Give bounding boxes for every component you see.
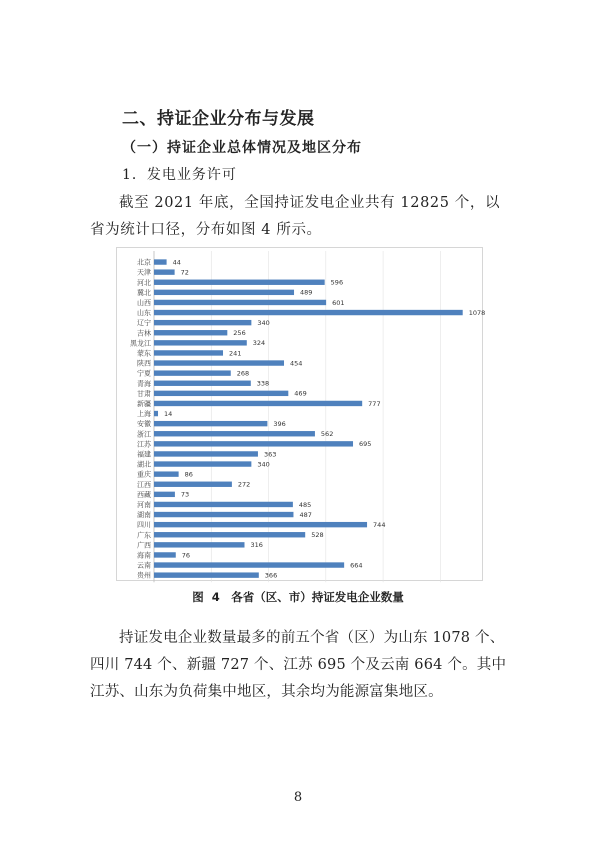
data-label: 272 bbox=[237, 480, 251, 489]
bar bbox=[154, 330, 227, 335]
data-label: 1078 bbox=[468, 308, 486, 317]
data-label: 485 bbox=[298, 500, 312, 509]
category-label: 甘肃 bbox=[137, 389, 151, 398]
bar bbox=[154, 421, 267, 426]
bar bbox=[154, 431, 315, 436]
category-label: 四川 bbox=[137, 521, 151, 530]
data-label: 76 bbox=[181, 551, 191, 560]
bar bbox=[154, 310, 463, 315]
data-label: 316 bbox=[250, 541, 263, 550]
bar bbox=[154, 502, 293, 507]
category-label: 吉林 bbox=[137, 329, 151, 338]
category-label: 重庆 bbox=[137, 470, 151, 479]
category-label: 青海 bbox=[137, 379, 151, 388]
data-label: 528 bbox=[311, 531, 324, 540]
category-label: 山西 bbox=[137, 298, 151, 307]
category-label: 广东 bbox=[137, 531, 151, 540]
bar bbox=[154, 340, 247, 345]
category-label: 河北 bbox=[137, 278, 151, 287]
data-label: 489 bbox=[300, 288, 313, 297]
bar bbox=[154, 350, 223, 355]
data-label: 340 bbox=[257, 460, 270, 469]
bar bbox=[154, 542, 244, 547]
category-label: 黑龙江 bbox=[130, 339, 151, 348]
bar bbox=[154, 259, 167, 264]
data-label: 695 bbox=[359, 440, 372, 449]
data-label: 72 bbox=[180, 268, 189, 277]
data-label: 338 bbox=[256, 379, 270, 388]
data-label: 366 bbox=[264, 571, 278, 580]
data-label: 86 bbox=[184, 470, 193, 479]
bar bbox=[154, 512, 293, 517]
province-bar-chart bbox=[116, 247, 486, 581]
bar bbox=[154, 441, 353, 446]
bar bbox=[154, 532, 305, 537]
category-label: 蒙东 bbox=[137, 349, 151, 358]
data-label: 396 bbox=[273, 419, 286, 428]
data-label: 324 bbox=[252, 339, 266, 348]
data-label: 363 bbox=[263, 450, 277, 459]
category-label: 湖南 bbox=[137, 511, 151, 520]
category-label: 上海 bbox=[137, 410, 151, 419]
data-label: 73 bbox=[180, 490, 190, 499]
category-label: 河南 bbox=[137, 500, 151, 509]
bar bbox=[154, 280, 325, 285]
data-label: 744 bbox=[373, 520, 386, 529]
data-label: 596 bbox=[330, 278, 344, 287]
bar bbox=[154, 411, 158, 416]
figure-caption: 图 4 各省（区、市）持证发电企业数量 bbox=[192, 590, 404, 604]
category-label: 宁夏 bbox=[137, 369, 151, 378]
bar bbox=[154, 269, 175, 274]
bar bbox=[154, 320, 251, 325]
item-heading: 1．发电业务许可 bbox=[122, 167, 237, 183]
data-label: 777 bbox=[368, 399, 381, 408]
bar bbox=[154, 360, 284, 365]
bar bbox=[154, 401, 362, 406]
category-label: 江西 bbox=[137, 480, 151, 489]
section-heading: 二、持证企业分布与发展 bbox=[122, 109, 315, 129]
bar bbox=[154, 391, 288, 396]
data-label: 487 bbox=[299, 510, 312, 519]
category-label: 山东 bbox=[137, 309, 151, 318]
bar bbox=[154, 572, 259, 577]
subsection-heading: （一）持证企业总体情况及地区分布 bbox=[122, 140, 362, 156]
bar bbox=[154, 461, 251, 466]
data-label: 601 bbox=[332, 298, 345, 307]
bar bbox=[154, 552, 176, 557]
bar bbox=[154, 471, 179, 476]
category-label: 新疆 bbox=[137, 399, 151, 408]
data-label: 562 bbox=[320, 430, 334, 439]
bar bbox=[154, 451, 258, 456]
data-label: 268 bbox=[236, 369, 250, 378]
data-label: 14 bbox=[164, 409, 173, 418]
chart-svg bbox=[117, 248, 486, 580]
category-label: 贵州 bbox=[137, 571, 151, 580]
page-number: 8 bbox=[293, 790, 303, 805]
category-label: 广西 bbox=[137, 541, 151, 550]
category-label: 江苏 bbox=[137, 440, 151, 449]
category-label: 云南 bbox=[137, 561, 151, 570]
intro-paragraph: 截至 2021 年底，全国持证发电企业共有 12825 个，以省为统计口径，分布如图 4 所示。 bbox=[90, 195, 501, 238]
data-label: 44 bbox=[172, 258, 181, 267]
data-label: 241 bbox=[229, 349, 242, 358]
category-label: 西藏 bbox=[137, 490, 151, 499]
bar bbox=[154, 381, 251, 386]
bar bbox=[154, 370, 231, 375]
category-label: 辽宁 bbox=[137, 319, 151, 328]
category-label: 海南 bbox=[137, 551, 151, 560]
bar bbox=[154, 562, 344, 567]
data-label: 469 bbox=[294, 389, 307, 398]
bar bbox=[154, 300, 326, 305]
category-label: 北京 bbox=[137, 258, 151, 267]
category-label: 福建 bbox=[137, 450, 151, 459]
bar bbox=[154, 482, 232, 487]
data-label: 664 bbox=[350, 561, 363, 570]
category-label: 安徽 bbox=[137, 420, 151, 429]
summary-paragraph: 持证发电企业数量最多的前五个省（区）为山东 1078 个、四川 744 个、新疆 727 个、江苏 695 个及云南 664 个。其中江苏、山东为负荷集中地区，其余均为能源富集地区。 bbox=[90, 630, 507, 700]
bar bbox=[154, 522, 367, 527]
category-label: 天津 bbox=[137, 268, 151, 277]
data-label: 454 bbox=[290, 359, 303, 368]
data-label: 256 bbox=[233, 329, 246, 338]
category-label: 陕西 bbox=[137, 359, 151, 368]
bar bbox=[154, 290, 294, 295]
bar bbox=[154, 492, 175, 497]
data-label: 340 bbox=[257, 318, 270, 327]
category-label: 冀北 bbox=[137, 288, 151, 297]
category-label: 湖北 bbox=[137, 460, 151, 469]
category-label: 浙江 bbox=[137, 430, 151, 439]
